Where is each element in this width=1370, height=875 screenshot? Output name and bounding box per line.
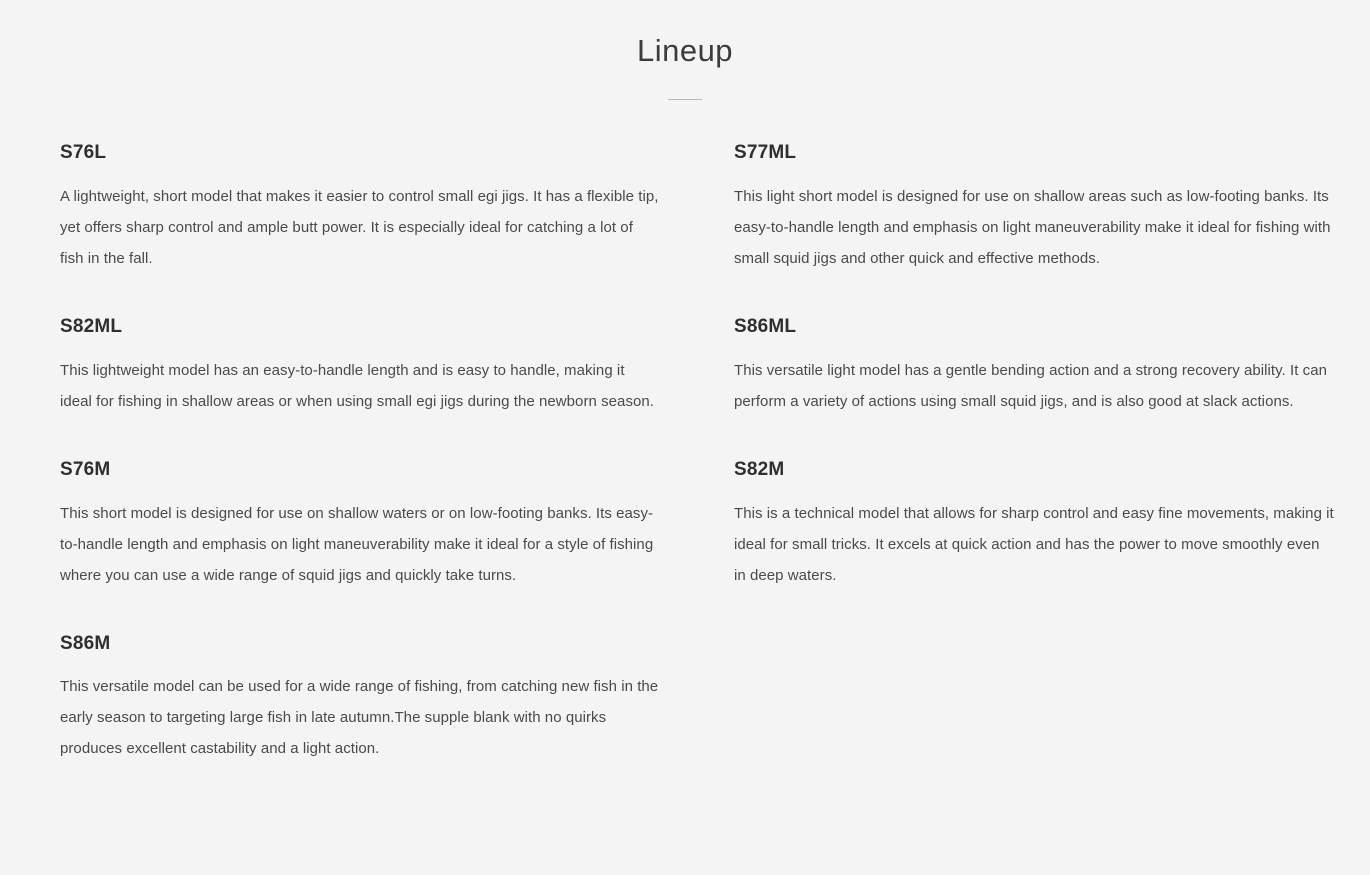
- model-card: [734, 142, 1334, 274]
- model-description: This lightweight model has an easy-to-handle length and is easy to handle, making it ideal for fishing in shallow areas or when using small egi jigs during the newborn season.: [60, 361, 654, 410]
- model-name: S76M: [60, 458, 111, 480]
- model-description: This versatile model can be used for a wide range of fishing, from catching new fish in the early season to targeting large fish in late autumn.The supple blank with no quirks produces excellent castability and a light action.: [60, 678, 659, 758]
- model-card: [734, 316, 1334, 417]
- page-title: Lineup: [636, 33, 734, 68]
- model-card: [734, 459, 1334, 591]
- model-name: S86M: [60, 632, 111, 654]
- model-description: This versatile light model has a gentle bending action and a strong recovery ability. It can perform a variety of actions using small squid jigs, and is also good at slack actions.: [734, 361, 1327, 410]
- model-description: This light short model is designed for use on shallow areas such as low-footing banks. Its easy-to-handle length and emphasis on light maneuverability make it ideal for fishing with small squid jigs and other quick and effective methods.: [734, 187, 1331, 267]
- model-card: [60, 316, 660, 417]
- grid-spacer: [734, 633, 1370, 807]
- model-name: S82M: [734, 458, 785, 480]
- model-card: [60, 633, 660, 765]
- model-description: A lightweight, short model that makes it easier to control small egi jigs. It has a flexible tip, yet offers sharp control and ample butt power. It is especially ideal for catching a lot of fish in the fall.: [60, 187, 659, 267]
- model-name: S77ML: [734, 142, 797, 164]
- model-name: S82ML: [60, 315, 123, 337]
- model-description: This is a technical model that allows for sharp control and easy fine movements, making it ideal for small tricks. It excels at quick action and has the power to move smoothly even in deep waters.: [734, 504, 1334, 584]
- model-name: S76L: [60, 142, 107, 164]
- model-card: [60, 142, 660, 274]
- model-description: This short model is designed for use on shallow waters or on low-footing banks. Its easy-to-handle length and emphasis on light maneuverability make it ideal for a style of fishing where you can use a wide range of squid jigs and quickly take turns.: [60, 504, 654, 584]
- model-name: S86ML: [734, 315, 797, 337]
- lineup-grid: [0, 100, 1370, 806]
- model-card: [60, 459, 660, 591]
